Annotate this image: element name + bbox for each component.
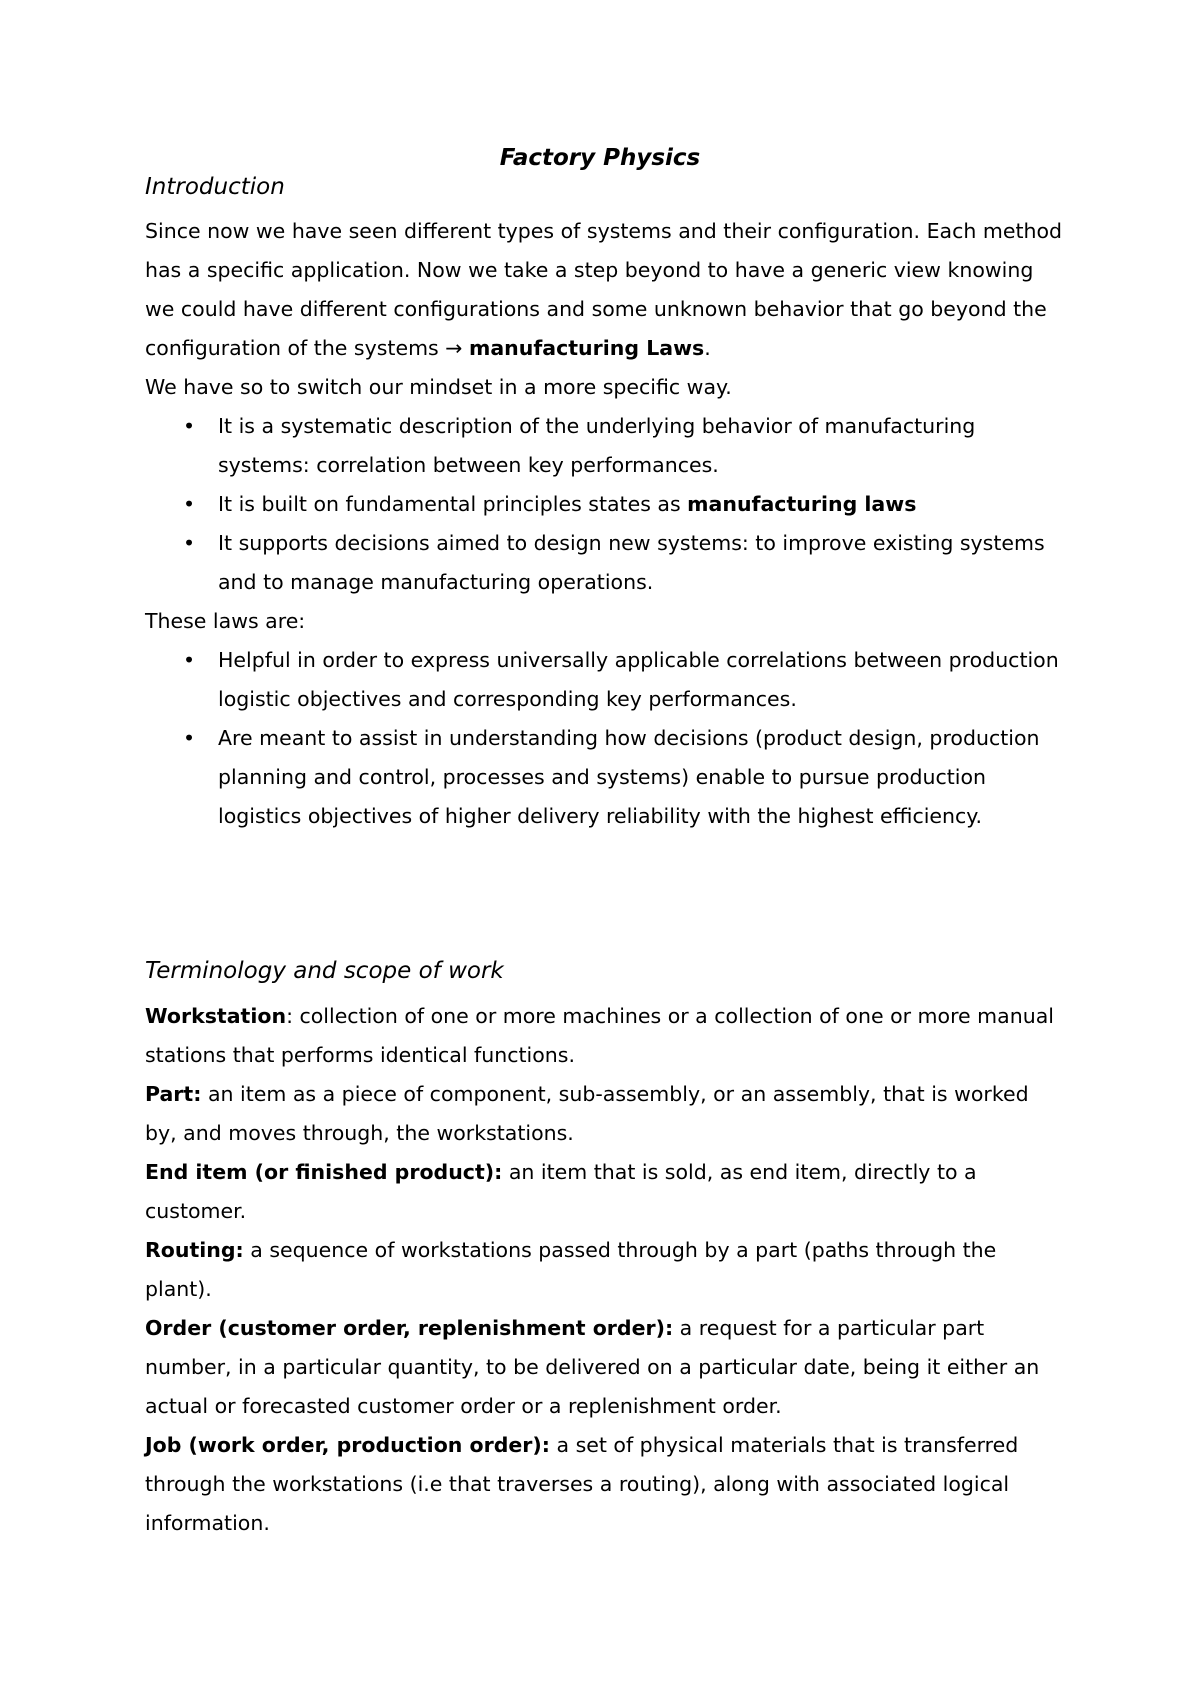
bullet-icon: • bbox=[183, 414, 196, 438]
right-arrow-icon: → bbox=[445, 336, 463, 360]
intro-paragraph-end: . bbox=[704, 336, 711, 360]
mindset-paragraph: We have so to switch our mindset in a more specific way. bbox=[145, 375, 732, 399]
definition bbox=[145, 1075, 1065, 1153]
intro-paragraph-text: Since now we have seen different types of systems and their configuration. Each method has a specific application. Now we take a step beyond to have a generic view knowing we could have different configurations and some unknown behavior that go beyond the configuration of the systems bbox=[145, 219, 1063, 360]
intro-paragraph bbox=[145, 212, 1065, 368]
document-title: Factory Physics bbox=[499, 145, 701, 171]
definition-text: an item as a piece of component, sub-assembly, or an assembly, that is worked by, and moves through, the workstations. bbox=[145, 1082, 1029, 1145]
definition-term: Routing: bbox=[145, 1238, 244, 1262]
definition-text: a set of physical materials that is transferred through the workstations (i.e that traverses a routing), along with associated logical information. bbox=[145, 1433, 1019, 1535]
definition-term: Part: bbox=[145, 1082, 202, 1106]
laws-list bbox=[145, 641, 1065, 836]
list-item-text: Helpful in order to express universally applicable correlations between production logistic objectives and corresponding key performances. bbox=[218, 648, 1059, 711]
bullet-icon: • bbox=[183, 492, 196, 516]
definition-term: Order (customer order, replenishment order): bbox=[145, 1316, 674, 1340]
introduction-body bbox=[145, 212, 1065, 836]
list-item-text: Are meant to assist in understanding how decisions (product design, production planning and control, processes and systems) enable to pursue production logistics objectives of higher delivery reliability with the highest efficiency. bbox=[218, 726, 1040, 828]
definition bbox=[145, 1309, 1065, 1426]
definition bbox=[145, 1426, 1065, 1543]
laws-paragraph: These laws are: bbox=[145, 609, 306, 633]
list-item bbox=[145, 641, 1065, 719]
list-item bbox=[145, 485, 1065, 524]
definition-term: Workstation bbox=[145, 1004, 287, 1028]
list-item-text: It is a systematic description of the underlying behavior of manufacturing systems: correlation between key performances. bbox=[218, 414, 976, 477]
list-item bbox=[145, 524, 1065, 602]
introduction-heading: Introduction bbox=[145, 174, 285, 200]
definition bbox=[145, 1231, 1065, 1309]
bullet-icon: • bbox=[183, 531, 196, 555]
intro-paragraph-bold: manufacturing Laws bbox=[468, 336, 705, 360]
terminology-body bbox=[145, 997, 1065, 1543]
terminology-heading: Terminology and scope of work bbox=[145, 958, 504, 984]
bullet-icon: • bbox=[183, 726, 196, 750]
definition-text: a sequence of workstations passed through by a part (paths through the plant). bbox=[145, 1238, 997, 1301]
bullet-icon: • bbox=[183, 648, 196, 672]
definition bbox=[145, 1153, 1065, 1231]
list-item bbox=[145, 407, 1065, 485]
definition-text: a request for a particular part number, in a particular quantity, to be delivered on a particular date, being it either an actual or forecasted customer order or a replenishment order. bbox=[145, 1316, 1040, 1418]
list-item bbox=[145, 719, 1065, 836]
definition-text: an item that is sold, as end item, directly to a customer. bbox=[145, 1160, 977, 1223]
list-item-text: It supports decisions aimed to design new systems: to improve existing systems and to manage manufacturing operations. bbox=[218, 531, 1045, 594]
characteristics-list bbox=[145, 407, 1065, 602]
definition-term: End item (or finished product): bbox=[145, 1160, 503, 1184]
definition bbox=[145, 997, 1065, 1075]
definition-term: Job (work order, production order): bbox=[145, 1433, 550, 1457]
list-item-text: It is built on fundamental principles states as bbox=[218, 492, 688, 516]
definition-text: : collection of one or more machines or a collection of one or more manual stations that performs identical functions. bbox=[145, 1004, 1054, 1067]
list-item-bold: manufacturing laws bbox=[687, 492, 917, 516]
